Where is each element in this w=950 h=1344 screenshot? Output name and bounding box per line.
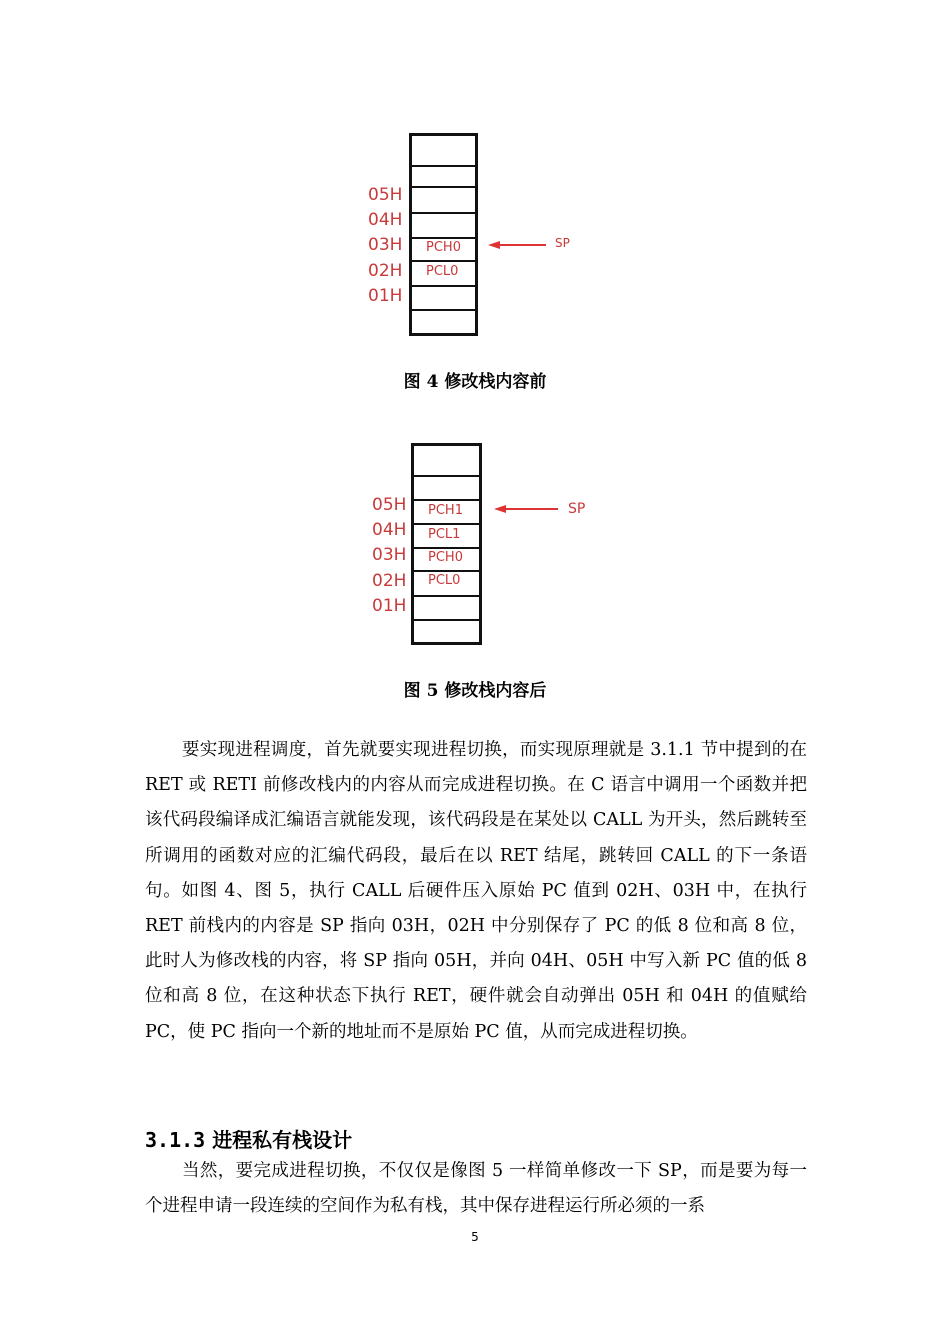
stack-cell <box>412 186 475 214</box>
address-label: 04H <box>372 520 407 540</box>
address-label: 04H <box>368 210 403 230</box>
stack-cell-value: PCH0 <box>428 550 463 565</box>
stack-cell-value: PCH1 <box>428 503 463 518</box>
stack-cell <box>414 523 479 549</box>
section-heading <box>145 1124 352 1153</box>
figure-4-caption: 图 4 修改栈内容前 <box>403 372 547 392</box>
stack-cell <box>414 475 479 501</box>
section-title: 进程私有栈设计 <box>212 1128 353 1152</box>
section-number: 3.1.3 <box>145 1128 206 1152</box>
stack-cell-value: PCH0 <box>426 240 461 255</box>
stack-cell <box>412 260 475 287</box>
stack-cell <box>414 595 479 621</box>
stack-cell-value: PCL1 <box>428 527 461 542</box>
address-label: 05H <box>372 495 407 515</box>
stack-cell <box>412 285 475 311</box>
stack-cell <box>414 570 479 597</box>
stack-cell-value: PCL0 <box>426 264 459 279</box>
address-label: 01H <box>372 596 407 616</box>
stack-cell <box>414 446 479 477</box>
paragraph-text: 要实现进程调度，首先就要实现进程切换，而实现原理就是 3.1.1 节中提到的在 RET 或 RETI 前修改栈内的内容从而完成进程切换。在 C 语言中调用一个函数并把该代码段编译成汇编语言就能发现，该代码段是在某处以 CALL 为开头，然后跳转至所调用的函数对应的汇编代码段，最后在以 RET 结尾，跳转回 CALL 的下一条语句。如图 4、图 5，执行 CALL 后硬件压入原始 PC 值到 02H、03H 中，在执行 RET 前栈内的内容是 SP 指向 03H，02H 中分别保存了 PC 的低 8 位和高 8 位，此时人为修改栈的内容，将 SP 指向 05H，并向 04H、05H 中写入新 PC 值的低 8 位和高 8 位，在这种状态下执行 RET，硬件就会自动弹出 05H 和 04H 的值赋给 PC，使 PC 指向一个新的地址而不是原始 PC 值，从而完成进程切换。 <box>145 740 807 1042</box>
sp-label: SP <box>555 236 570 250</box>
address-label: 05H <box>368 185 403 205</box>
stack-cell <box>414 499 479 525</box>
address-label: 01H <box>368 286 403 306</box>
stack-frame <box>409 133 478 336</box>
stack-cell <box>412 136 475 167</box>
address-label: 03H <box>368 235 403 255</box>
figure-5-caption: 图 5 修改栈内容后 <box>403 681 547 701</box>
body-paragraph <box>145 733 807 1050</box>
paragraph-text: 当然，要完成进程切换，不仅仅是像图 5 一样简单修改一下 SP，而是要为每一个进程申请一段连续的空间作为私有栈，其中保存进程运行所必须的一系 <box>145 1161 807 1217</box>
stack-frame <box>411 443 482 645</box>
stack-cell-value: PCL0 <box>428 573 461 588</box>
address-label: 02H <box>368 261 403 281</box>
sp-pointer-arrow <box>504 508 558 510</box>
address-label: 02H <box>372 571 407 591</box>
stack-cell <box>412 237 475 262</box>
address-label: 03H <box>372 545 407 565</box>
stack-cell <box>412 212 475 239</box>
stack-cell <box>414 547 479 572</box>
page-number: 5 <box>471 1230 479 1244</box>
body-paragraph <box>145 1154 807 1224</box>
stack-cell <box>412 165 475 188</box>
sp-pointer-arrow <box>498 244 546 246</box>
sp-label: SP <box>568 501 586 517</box>
